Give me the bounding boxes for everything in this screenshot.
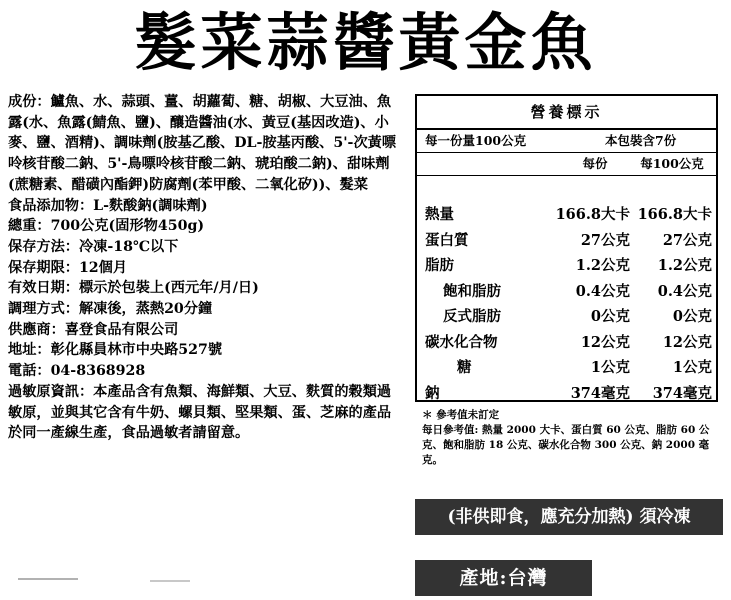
origin-banner: 產地:台灣 <box>415 560 592 596</box>
cooking-method-line: 調理方式：解凍後，蒸熱20分鐘 <box>8 301 213 318</box>
nutrient-name: 脂肪 <box>425 257 454 274</box>
nutrient-per-serving: 166.8大卡 <box>555 206 630 223</box>
nutrient-per-serving: 0.4公克 <box>575 282 630 300</box>
nutrient-per-100g: 1.2公克 <box>657 257 712 274</box>
allergen-info-line: 過敏原資訊：本產品含有魚類、海鮮類、大豆、麩質的穀類過敏原，並與其它含有牛奶、螺貝類、堅果類、蛋、芝麻的產品於同一產線生產，食品過敏者請留意。 <box>8 383 392 442</box>
ingredients-line: 成份：鱸魚、水、蒜頭、薑、胡蘿蔔、糖、胡椒、大豆油、魚露(水、魚露(鯖魚、鹽)、釀造醬油(水、黃豆(基因改造)、小麥、鹽、酒精)、調味劑(胺基乙酸、DL-胺基丙酸、5'-次黃嘌呤核苷酸二鈉、5'-鳥嘌呤核苷酸二鈉、琥珀酸二鈉)、甜味劑(蔗糖素、醋磺內酯鉀)防腐劑(苯甲酸、二氧化矽))、髮菜 <box>8 94 397 193</box>
serving-info <box>417 130 716 153</box>
storage-method-line: 保存方法：冷凍-18℃以下 <box>8 238 179 255</box>
col-per-100g: 每100公克 <box>640 156 704 171</box>
scan-artifact <box>18 578 78 580</box>
address-line: 地址：彰化縣員林市中央路527號 <box>8 342 223 359</box>
nutrient-name: 飽和脂肪 <box>443 282 501 300</box>
col-per-serving: 每份 <box>582 156 608 171</box>
nutrient-name: 碳水化合物 <box>425 333 498 351</box>
nutrient-per-100g: 12公克 <box>662 333 712 351</box>
nutrition-column-headers <box>417 153 716 176</box>
nutrient-name: 熱量 <box>425 206 454 223</box>
nutrient-name: 蛋白質 <box>425 231 469 249</box>
supplier-line: 供應商：喜登食品有限公司 <box>8 321 179 338</box>
heating-notice-banner: (非供即食，應充分加熱) 須冷凍 <box>415 499 723 535</box>
nutrient-per-100g: 374毫克 <box>652 384 712 402</box>
nutrient-name: 反式脂肪 <box>443 308 501 325</box>
nutrition-row-trans-fat <box>417 304 716 330</box>
nutrient-per-serving: 1.2公克 <box>575 257 630 274</box>
nutrition-row-carbohydrate <box>417 330 716 356</box>
nutrient-per-100g: 27公克 <box>662 231 712 249</box>
nutrition-title: 營養標示 <box>417 96 716 130</box>
scan-artifact <box>150 580 190 582</box>
nutrition-row-protein <box>417 228 716 254</box>
shelf-life-line: 保存期限：12個月 <box>8 259 128 276</box>
servings-per-pack: 本包裝含7份 <box>605 133 677 148</box>
net-weight-line: 總重：700公克(固形物450g) <box>8 218 205 235</box>
footnote-body: 每日參考值: 熱量 2000 大卡、蛋白質 60 公克、脂肪 60 公克、飽和脂肪 18 公克、碳水化合物 300 公克、鈉 2000 毫克。 <box>422 424 710 466</box>
nutrition-row-sugar <box>417 355 716 381</box>
nutrient-per-serving: 374毫克 <box>570 384 630 402</box>
nutrition-row-energy <box>417 202 716 228</box>
nutrient-per-serving: 0公克 <box>590 308 630 325</box>
nutrition-row-sodium <box>417 381 716 407</box>
nutrient-per-100g: 166.8大卡 <box>637 206 712 223</box>
nutrient-per-serving: 12公克 <box>580 333 630 351</box>
nutrient-name: 鈉 <box>425 384 440 402</box>
nutrient-per-serving: 27公克 <box>580 231 630 249</box>
nutrient-name: 糖 <box>457 359 472 376</box>
nutrient-per-100g: 0公克 <box>672 308 712 325</box>
nutrient-per-serving: 1公克 <box>590 359 630 376</box>
nutrient-per-100g: 0.4公克 <box>657 282 712 300</box>
phone-line: 電話：04-8368928 <box>8 363 146 380</box>
additives-line: 食品添加物：L-麩酸鈉(調味劑) <box>8 197 208 214</box>
nutrition-row-fat <box>417 253 716 279</box>
nutrition-row-saturated-fat <box>417 279 716 305</box>
serving-size: 每一份量100公克 <box>425 133 527 148</box>
nutrition-rows <box>417 202 716 406</box>
nutrient-per-100g: 1公克 <box>672 359 712 376</box>
expiry-date-line: 有效日期：標示於包裝上(西元年/月/日) <box>8 280 259 297</box>
ingredients-block <box>8 92 403 444</box>
product-title: 髮菜蒜醬黃金魚 <box>134 6 597 79</box>
footnote-title: ＊ 參考值未訂定 <box>422 409 500 421</box>
nutrition-footnote <box>422 408 722 468</box>
nutrition-facts-box <box>415 94 718 402</box>
